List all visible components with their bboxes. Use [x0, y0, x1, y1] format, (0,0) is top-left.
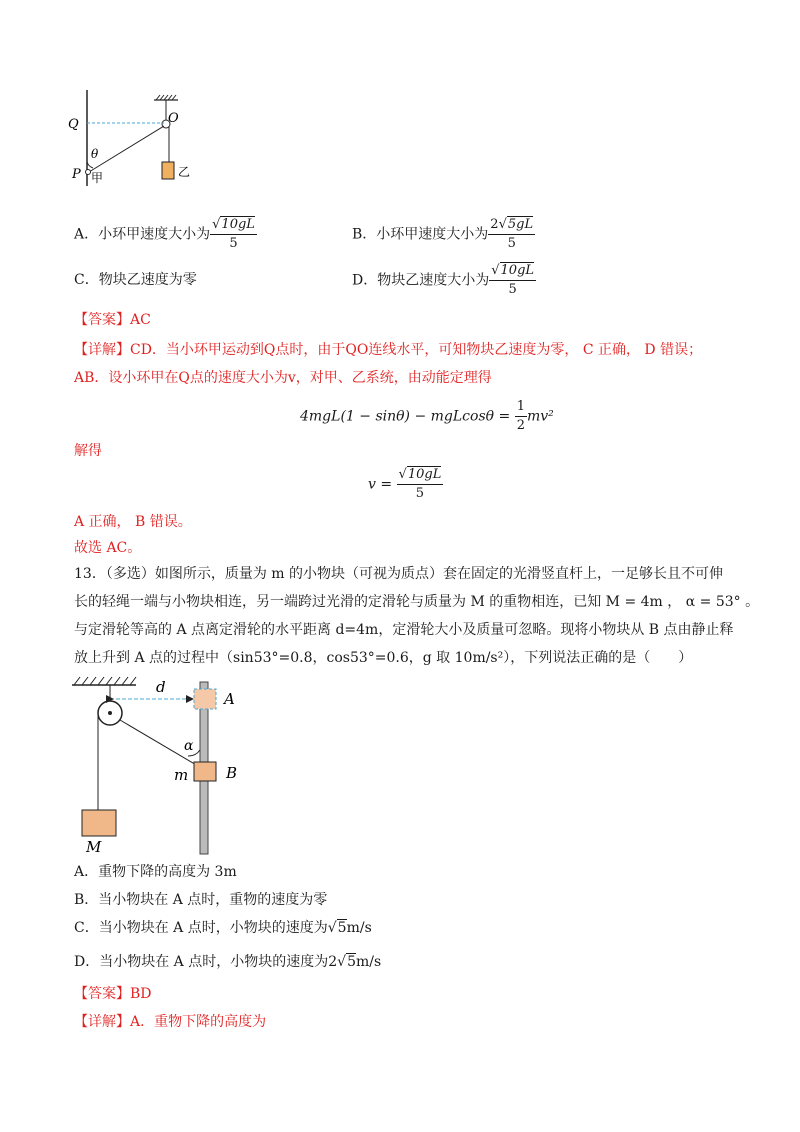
- q12-answer: 【答案】AC: [74, 312, 151, 328]
- figure-ring-pulley: [60, 90, 220, 190]
- label-yi: 乙: [178, 165, 191, 179]
- q13-detail-tag: 【详解】: [74, 1014, 130, 1030]
- q12-option-a-denominator: 5: [229, 236, 238, 251]
- q12-detail-line2: AB．设小环甲在Q点的速度大小为v，对甲、乙系统，由动能定理得: [74, 370, 492, 386]
- q12-conclusion: A 正确， B 错误。: [74, 514, 192, 530]
- q12-option-b-text: B．小环甲速度大小为: [352, 226, 489, 243]
- q12-jiede: 解得: [74, 443, 102, 459]
- q13-stem-line3: 与定滑轮等高的 A 点离定滑轮的水平距离 d=4m，定滑轮大小及质量可忽略。现将小物块从 B 点由静止释: [74, 622, 734, 638]
- q12-equation-half-num: 1: [515, 398, 527, 417]
- q12-option-d-numerator: 10gL: [500, 263, 535, 278]
- q12-option-a-numerator: 10gL: [221, 217, 255, 232]
- arrow-right-icon: [186, 695, 194, 703]
- label-big-m: M: [86, 838, 102, 856]
- block-position-a: [194, 689, 216, 709]
- q12-option-d-denominator: 5: [508, 282, 517, 297]
- block-position-b: [194, 762, 216, 781]
- block-yi: [162, 162, 174, 179]
- q12-option-a: A．小环甲速度大小为 $\frac{√10gL}{5}$: [74, 217, 255, 251]
- q12-option-b-numerator: 5gL: [507, 217, 534, 232]
- q12-detail-tag: 【详解】: [74, 342, 130, 358]
- q13-option-c: C．当小物块在 A 点时，小物块的速度为√5m/s: [74, 920, 372, 936]
- label-alpha: α: [184, 738, 194, 754]
- q12-equation-right: mv²: [526, 408, 554, 425]
- q13-option-c-value: 5: [337, 920, 347, 936]
- q13-option-d-value: 5: [347, 954, 356, 970]
- q12-result-numerator: 10gL: [407, 467, 442, 482]
- q13-option-d-text: D．当小物块在 A 点时，小物块的速度为: [74, 954, 329, 970]
- ceiling-hatch: [154, 95, 178, 100]
- q12-detail-line1: [74, 340, 702, 360]
- ring-jia: [86, 170, 91, 175]
- label-jia: 甲: [91, 171, 104, 185]
- label-d: d: [156, 678, 166, 696]
- rope-po: [89, 126, 164, 172]
- q13-option-d-coefficient: 2: [328, 954, 338, 970]
- q13-answer: 【答案】BD: [74, 986, 152, 1002]
- label-o: O: [168, 111, 179, 126]
- q12-equation-result: v = $\frac{√10gL}{5}$: [368, 467, 442, 501]
- q12-option-b: B．小环甲速度大小为 $\frac{2√5gL}{5}$: [352, 217, 534, 251]
- q12-equation-left: 4mgL(1 − sinθ) − mgLcosθ =: [300, 408, 511, 425]
- figure-pulley-block: [70, 672, 260, 862]
- q13-detail-line1: [74, 1012, 266, 1032]
- q12-detail-line1-text: CD．当小环甲运动到Q点时，由于QO连线水平，可知物块乙速度为零， C 正确， D 错误；: [130, 342, 703, 358]
- q12-option-d: D．物块乙速度大小为 $\frac{√10gL}{5}$: [352, 263, 535, 297]
- label-theta: θ: [91, 147, 99, 161]
- label-m: m: [174, 766, 189, 784]
- q13-stem-line2: 长的轻绳一端与小物块相连，另一端跨过光滑的定滑轮与质量为 M 的重物相连，已知 M = 4m ， α = 53° 。: [74, 594, 760, 610]
- q13-option-b: B．当小物块在 A 点时，重物的速度为零: [74, 892, 328, 908]
- q13-detail-line1-text: A．重物下降的高度为: [130, 1014, 267, 1030]
- q12-result-left: v =: [368, 476, 393, 493]
- q13-stem-line4: 放上升到 A 点的过程中（sin53°=0.8，cos53°=0.6，g 取 10m/s²），下列说法正确的是（ ）: [74, 650, 693, 666]
- q12-choose: 故选 AC。: [74, 540, 142, 556]
- q12-equation-energy: [300, 398, 554, 435]
- q12-equation-half-den: 2: [516, 418, 525, 433]
- weight-m-block: [82, 810, 116, 836]
- q13-option-d: D．当小物块在 A 点时，小物块的速度为2√5m/s: [74, 954, 382, 970]
- angle-arc-theta: [87, 162, 93, 168]
- label-p: P: [72, 167, 81, 182]
- q13-option-c-text: C．当小物块在 A 点时，小物块的速度为: [74, 920, 328, 936]
- q12-result-denominator: 5: [415, 486, 425, 501]
- q13-option-c-unit: m/s: [346, 920, 372, 936]
- label-q: Q: [68, 117, 79, 132]
- label-b: B: [226, 764, 238, 782]
- q12-option-b-denominator: 5: [507, 236, 516, 251]
- q12-option-a-text: A．小环甲速度大小为: [74, 226, 211, 243]
- q12-option-c: C．物块乙速度为零: [74, 272, 197, 288]
- pulley-center: [108, 711, 112, 715]
- q13-stem-line1: 13．（多选）如图所示，质量为 m 的小物块（可视为质点）套在固定的光滑竖直杆上，一足够长且不可伸: [74, 566, 723, 582]
- q13-option-a: A．重物下降的高度为 3m: [74, 864, 237, 880]
- q12-option-d-text: D．物块乙速度大小为: [352, 272, 490, 289]
- label-a: A: [224, 690, 235, 708]
- ceiling-hatch-2: [72, 677, 136, 685]
- q13-option-d-unit: m/s: [356, 954, 382, 970]
- q12-option-b-coefficient: 2: [490, 217, 499, 232]
